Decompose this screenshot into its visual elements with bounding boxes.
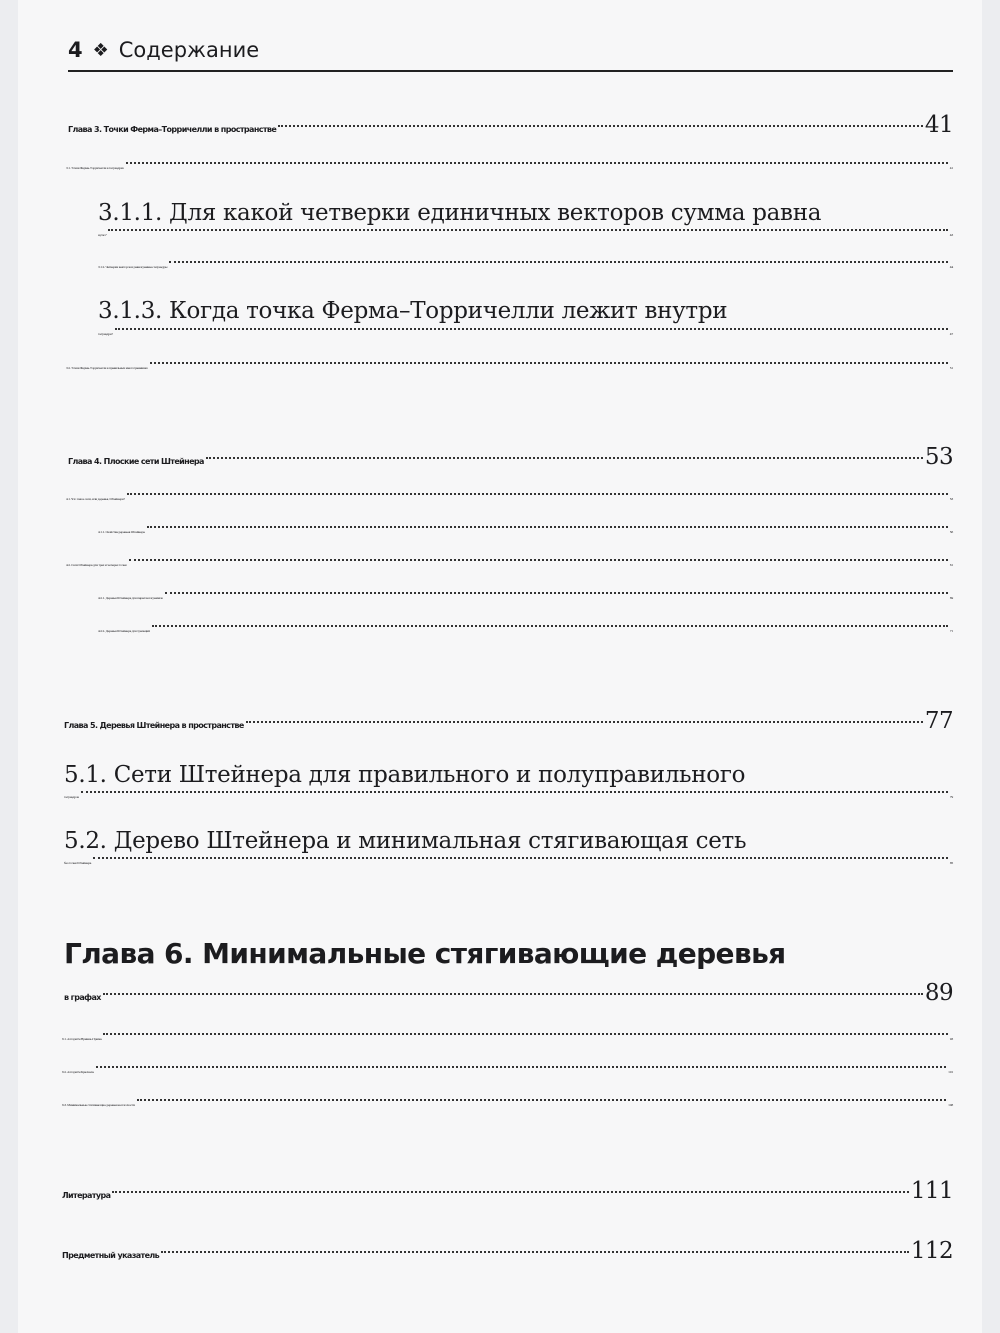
dot-leader	[115, 328, 948, 330]
toc-entry-title: Глава 3. Точки Ферма–Торричелли в пространстве	[68, 125, 277, 134]
toc-subsection-4-1-1[interactable]	[98, 530, 953, 534]
toc-subsection-3-1-1[interactable]	[98, 233, 953, 237]
toc-section-4-1[interactable]	[66, 497, 953, 501]
toc-section-4-2[interactable]	[66, 563, 953, 567]
dot-leader	[147, 526, 948, 528]
toc-entry-page: 56	[949, 530, 953, 534]
toc-entry-page: 89	[924, 980, 953, 1006]
toc-section-5-2[interactable]	[64, 861, 953, 865]
dot-leader	[169, 261, 948, 263]
toc-chapter-6-line1[interactable]: Глава 6. Минимальные стягивающие деревья	[64, 937, 786, 970]
dot-leader	[137, 1099, 946, 1101]
toc-entry-page: 43	[949, 233, 953, 237]
toc-entry-title: 3.1.2. Четверки векторов и равногранные тетраэдры	[98, 265, 168, 269]
toc-chapter-6[interactable]	[64, 980, 953, 1006]
toc-entry-title: 3.2. Точки Ферма–Торричелли в правильных многогранниках	[66, 366, 148, 370]
dot-leader	[246, 721, 923, 723]
toc-section-5-1-line1[interactable]: 5.1. Сети Штейнера для правильного и полуправильного	[64, 762, 746, 788]
page-number: 4	[68, 38, 83, 62]
toc-entry-page: 47	[949, 332, 953, 336]
toc-chapter-3[interactable]	[68, 112, 953, 138]
toc-entry-page: 108	[948, 1103, 953, 1107]
toc-subsection-3-1-1-line1[interactable]: 3.1.1. Для какой четверки единичных векторов сумма равна	[98, 200, 822, 226]
dot-leader	[103, 993, 923, 995]
toc-subsection-3-1-3[interactable]	[98, 332, 953, 336]
dot-leader	[81, 791, 948, 793]
toc-entry-page: 41	[924, 112, 953, 138]
toc-subsection-4-2-2[interactable]	[98, 629, 953, 633]
dot-leader	[206, 457, 923, 459]
toc-entry-title: 4.2. Сети Штейнера для трех и четырех точек	[66, 563, 127, 567]
toc-entry-page: 44	[949, 265, 953, 269]
dot-leader	[126, 162, 948, 164]
toc-section-3-2[interactable]	[66, 366, 953, 370]
dot-leader	[127, 493, 948, 495]
toc-entry-title: 6.1. Алгоритм Ярника–Прима	[62, 1037, 102, 1041]
toc-section-6-3[interactable]	[62, 1103, 953, 1107]
toc-section-3-1[interactable]	[66, 166, 953, 170]
toc-entry-title: тетраэдров	[64, 795, 79, 799]
dot-leader	[129, 559, 948, 561]
toc-entry-title: Предметный указатель	[62, 1251, 160, 1260]
book-page	[18, 0, 982, 1333]
toc-entry-page: 53	[949, 497, 953, 501]
toc-entry-page: 111	[910, 1178, 953, 1204]
toc-entry-title: 4.2.1. Деревья Штейнера для параллелограммов	[98, 596, 163, 600]
toc-entry-page: 69	[949, 596, 953, 600]
toc-entry-title: Глава 5. Деревья Штейнера в пространстве	[64, 721, 244, 730]
toc-entry-title: 6.3. Минимальные стягивающие деревья на плоскости	[62, 1103, 135, 1107]
dot-leader	[150, 362, 948, 364]
toc-entry-title: нулю?	[98, 233, 107, 237]
toc-entry-title: Литература	[62, 1191, 111, 1200]
toc-entry-title: в графах	[64, 993, 101, 1002]
dot-leader	[96, 1066, 947, 1068]
running-header	[68, 30, 953, 72]
toc-entry-page: 85	[949, 861, 953, 865]
toc-entry-page: 79	[949, 795, 953, 799]
toc-entry-page: 51	[949, 366, 953, 370]
toc-entry-page: 77	[924, 708, 953, 734]
running-title: Содержание	[118, 38, 260, 62]
toc-section-6-1[interactable]	[62, 1037, 953, 1041]
dot-leader	[278, 125, 923, 127]
toc-entry-title: 3.1. Точки Ферма–Торричелли в тетраэдрах	[66, 166, 124, 170]
toc-entry-page: 101	[948, 1070, 953, 1074]
toc-entry-title: 4.2.2. Деревья Штейнера для трапеций	[98, 629, 150, 633]
dot-leader	[103, 1033, 947, 1035]
toc-entry-title: 6.2. Алгоритм Краскала	[62, 1070, 94, 1074]
toc-section-5-1[interactable]	[64, 795, 953, 799]
toc-subsection-3-1-2[interactable]	[98, 265, 953, 269]
toc-section-6-2[interactable]	[62, 1070, 953, 1074]
toc-subject-index[interactable]	[62, 1238, 953, 1264]
toc-entry-title: Глава 4. Плоские сети Штейнера	[68, 457, 204, 466]
toc-entry-page: 93	[949, 1037, 953, 1041]
toc-entry-title: тетраэдра?	[98, 332, 113, 336]
toc-entry-page: 53	[924, 444, 953, 470]
toc-chapter-5[interactable]	[64, 708, 953, 734]
toc-chapter-4[interactable]	[68, 444, 953, 470]
dot-leader	[161, 1251, 909, 1253]
toc-section-5-2-line1[interactable]: 5.2. Дерево Штейнера и минимальная стягивающая сеть	[64, 828, 747, 854]
toc-literature[interactable]	[62, 1178, 953, 1204]
toc-entry-page: 61	[949, 563, 953, 567]
toc-subsection-4-2-1[interactable]	[98, 596, 953, 600]
dot-leader	[152, 625, 948, 627]
toc-entry-page: 71	[949, 629, 953, 633]
toc-entry-title: 4.1.1. Свойства деревьев Штейнера	[98, 530, 145, 534]
toc-entry-page: 112	[910, 1238, 953, 1264]
dot-leader	[112, 1191, 908, 1193]
ornament-icon: ❖	[92, 39, 109, 61]
toc-entry-title: 4.1. Что такое сети, или деревья, Штейнера?	[66, 497, 125, 501]
toc-subsection-3-1-3-line1[interactable]: 3.1.3. Когда точка Ферма–Торричелли лежит внутри	[98, 298, 728, 324]
toc-entry-title: без точек Штейнера	[64, 861, 92, 865]
dot-leader	[165, 592, 948, 594]
dot-leader	[93, 857, 948, 859]
toc-entry-page: 41	[949, 166, 953, 170]
dot-leader	[108, 229, 947, 231]
